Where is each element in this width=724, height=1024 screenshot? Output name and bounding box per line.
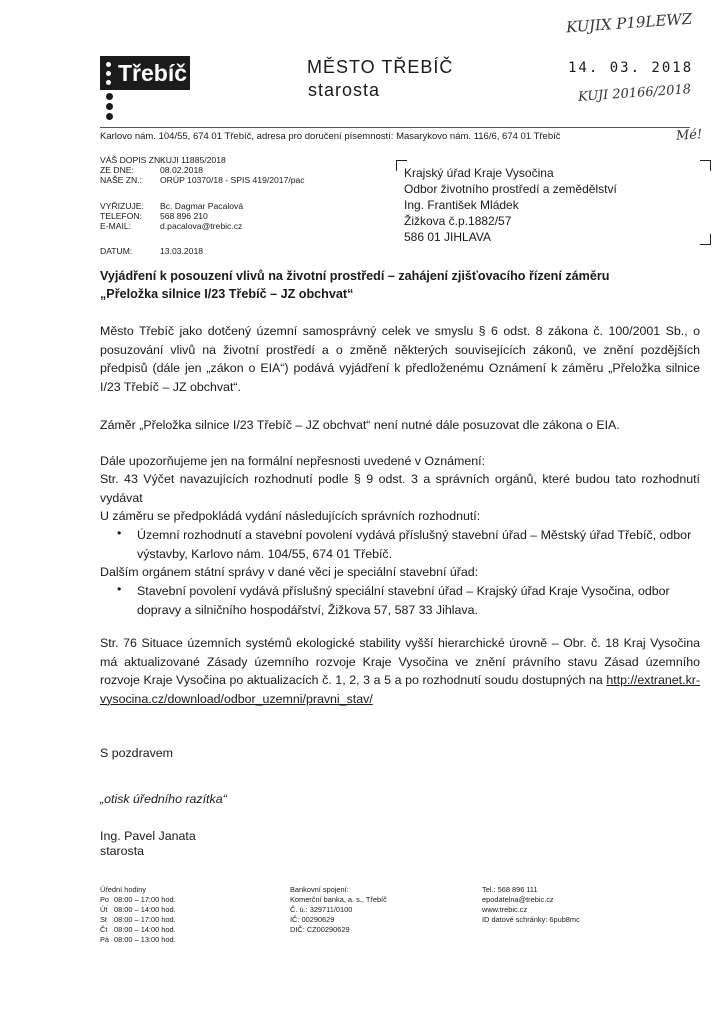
- meta-value: Bc. Dagmar Pacalová: [160, 201, 244, 211]
- city-name: MĚSTO TŘEBÍČ: [307, 57, 454, 77]
- meta-key: DATUM:: [100, 246, 133, 256]
- address-bracket: [700, 234, 711, 245]
- city-role: starosta: [308, 80, 381, 100]
- hours: 08:00 – 17:00 hod.: [114, 895, 176, 904]
- paragraph: Str. 43 Výčet navazujících rozhodnutí podle § 9 odst. 3 a správních orgánů, které budou tato rozhodnutí vydávat: [100, 472, 700, 505]
- weekday: Pá: [100, 935, 110, 944]
- weekday: Út: [100, 905, 108, 914]
- meta-value: 08.02.2018: [160, 165, 204, 175]
- logo-dot: [106, 113, 113, 120]
- signer-role: starosta: [100, 844, 145, 858]
- received-stamp-date: 14. 03. 2018: [568, 60, 694, 76]
- paragraph: [100, 634, 700, 708]
- hours: 08:00 – 14:00 hod.: [114, 905, 176, 914]
- bank-line: Č. ú.: 329711/0100: [290, 905, 353, 914]
- meta-key: NAŠE ZN.:: [100, 175, 143, 185]
- subject-line: Vyjádření k posouzení vlivů na životní prostředí – zahájení zjišťovacího řízení záměru: [100, 269, 610, 283]
- paragraph: Dále upozorňujeme jen na formální nepřesnosti uvedené v Oznámení:: [100, 454, 486, 468]
- zur-link[interactable]: http://extranet.kr-vysocina.cz/download/odbor_uzemni/pravni_stav/: [100, 673, 701, 706]
- logo-dot: [106, 103, 113, 110]
- recipient-line: Žižkova č.p.1882/57: [404, 214, 512, 228]
- hours: 08:00 – 14:00 hod.: [114, 925, 176, 934]
- bank-line: Komerční banka, a. s., Třebíč: [290, 895, 387, 904]
- recipient-line: 586 01 JIHLAVA: [404, 230, 491, 244]
- footer-website[interactable]: www.trebic.cz: [482, 905, 528, 914]
- paragraph-text: Str. 76 Situace územních systémů ekologické stability vyšší hierarchické úrovně – Obr. č. 18 Kraj Vysočina má aktualizované Zásady územního rozvoje Kraje Vysočina ve znění právního stavu Zásad územního rozvoje Kraje Vysočina po aktualizacích č. 1, 2, 3 a 5 a po rozhodnutí soudu dostupných na: [100, 636, 700, 687]
- footer-contact: [482, 885, 682, 925]
- meta-value: KUJI 11885/2018: [160, 155, 226, 165]
- signer-name: Ing. Pavel Janata: [100, 829, 196, 843]
- meta-key: E-MAIL:: [100, 221, 132, 231]
- office-hours: [100, 885, 260, 945]
- meta-key: VYŘIZUJE:: [100, 201, 144, 211]
- contact-block: [100, 201, 400, 233]
- bank-line: IČ: 00290629: [290, 915, 335, 924]
- paragraph: Záměr „Přeložka silnice I/23 Třebíč – JZ obchvat“ není nutné dále posuzovat dle zákona o EIA.: [100, 418, 620, 432]
- footer-phone: Tel.: 568 896 111: [482, 885, 538, 894]
- handwritten-reference-top: KUJIX P19LEWZ: [565, 9, 693, 37]
- greeting: S pozdravem: [100, 746, 174, 760]
- meta-value: 568 896 210: [160, 211, 208, 221]
- stamp-note: „otisk úředního razítka“: [100, 792, 227, 806]
- recipient-address: [404, 165, 617, 245]
- handwritten-reference-number: KUJI 20166/2018: [577, 82, 692, 105]
- signature-block: [100, 829, 700, 859]
- weekday: St: [100, 915, 107, 924]
- date-block: [100, 246, 400, 256]
- logo-text: Třebíč: [118, 60, 188, 86]
- footer-data-box: ID datové schránky: 6pub8mc: [482, 915, 580, 924]
- bank-details: [290, 885, 460, 935]
- weekday: Čt: [100, 925, 108, 934]
- handwritten-note: Mé!: [675, 127, 703, 144]
- bullet-point: •: [117, 526, 122, 540]
- subject-line: „Přeložka silnice I/23 Třebíč – JZ obchvat“: [100, 287, 354, 301]
- weekday: Po: [100, 895, 110, 904]
- bullet-text: Územní rozhodnutí a stavební povolení vydává příslušný stavební úřad – Městský úřad Třebíč, odbor výstavby, Karlovo nám. 104/55, 674 01 Třebíč.: [137, 528, 692, 561]
- bank-line: DIČ: CZ00290629: [290, 925, 350, 934]
- reference-block: [100, 155, 400, 187]
- hours: 08:00 – 17:00 hod.: [114, 915, 176, 924]
- footer-email[interactable]: epodatelna@trebic.cz: [482, 895, 554, 904]
- paragraph: U záměru se předpokládá vydání následujících správních rozhodnutí:: [100, 509, 481, 523]
- meta-key: VÁŠ DOPIS ZN.:: [100, 155, 165, 165]
- meta-key: TELEFON:: [100, 211, 143, 221]
- meta-key: ZE DNE:: [100, 165, 134, 175]
- recipient-line: Odbor životního prostředí a zemědělství: [404, 182, 617, 196]
- city-logo: [100, 56, 190, 90]
- meta-value: d.pacalova@trebic.cz: [160, 221, 243, 231]
- bank-line: Bankovní spojení:: [290, 885, 349, 894]
- letter-subject: [100, 267, 700, 303]
- office-hours-title: Úřední hodiny: [100, 885, 147, 894]
- recipient-line: Ing. František Mládek: [404, 198, 519, 212]
- meta-value: 13.03.2018: [160, 246, 204, 256]
- logo-dot: [106, 93, 113, 100]
- meta-value: ORÚP 10370/18 - SPIS 419/2017/pac: [160, 175, 305, 185]
- recipient-line: Krajský úřad Kraje Vysočina: [404, 166, 554, 180]
- bullet-point: •: [117, 582, 122, 596]
- hours: 08:00 – 13:00 hod.: [114, 935, 176, 944]
- address-line: Karlovo nám. 104/55, 674 01 Třebíč, adresa pro doručení písemností: Masarykovo nám. 116/6, 674 01 Třebíč: [100, 127, 690, 142]
- address-bracket: [700, 160, 711, 171]
- paragraph: Město Třebíč jako dotčený územní samosprávný celek ve smyslu § 6 odst. 8 zákona č. 100/2001 Sb., o posuzování vlivů na životní prostředí a o změně některých souvisejících zákonů, ve znění pozdějších předpisů (dále jen „zákon o EIA“) podává vyjádření k předloženému Oznámení k záměru „Přeložka silnice I/23 Třebíč – JZ obchvat“.: [100, 324, 700, 394]
- paragraph: Dalším orgánem státní správy v dané věci je speciální stavební úřad:: [100, 565, 479, 579]
- bullet-text: Stavební povolení vydává příslušný speciální stavební úřad – Krajský úřad Kraje Vysočina, odbor dopravy a silničního hospodářství, Žižkova 57, 587 33 Jihlava.: [137, 584, 670, 617]
